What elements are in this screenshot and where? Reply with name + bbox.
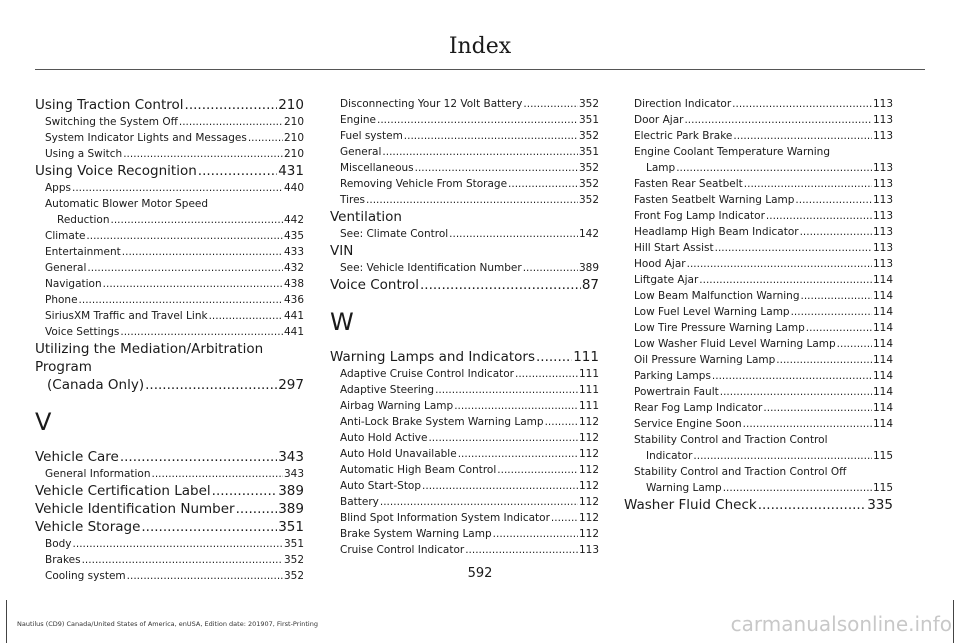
page-reference: 335 bbox=[867, 497, 893, 513]
page-reference: 111 bbox=[578, 368, 599, 380]
entry-label: Low Fuel Level Warning Lamp bbox=[634, 306, 790, 318]
entry-label: Battery bbox=[340, 496, 379, 508]
dot-leader bbox=[515, 366, 578, 382]
entry-label: Engine bbox=[340, 114, 376, 126]
page-reference: 113 bbox=[872, 178, 893, 190]
dot-leader bbox=[676, 160, 872, 176]
index-subentry bbox=[35, 196, 304, 228]
page-reference: 114 bbox=[872, 290, 893, 302]
entry-label: Miscellaneous bbox=[340, 162, 414, 174]
dot-leader bbox=[209, 308, 283, 324]
index-subentry bbox=[330, 112, 599, 128]
index-subentry bbox=[330, 414, 599, 430]
page-reference: 112 bbox=[578, 480, 599, 492]
entry-label: Electric Park Brake bbox=[634, 130, 733, 142]
dot-leader bbox=[120, 448, 277, 466]
page-reference: 113 bbox=[872, 258, 893, 270]
page-reference: 441 bbox=[283, 310, 304, 322]
dot-leader bbox=[145, 376, 277, 394]
page-reference: 389 bbox=[278, 501, 304, 517]
entry-label: General bbox=[340, 146, 382, 158]
page-reference: 87 bbox=[581, 277, 599, 293]
entry-label: Vehicle Certification Label bbox=[35, 483, 211, 499]
entry-label: Using Traction Control bbox=[35, 97, 184, 113]
dot-leader bbox=[428, 430, 578, 446]
page-reference: 438 bbox=[283, 278, 304, 290]
entry-label: Low Beam Malfunction Warning bbox=[634, 290, 800, 302]
page-reference: 112 bbox=[578, 528, 599, 540]
dot-leader bbox=[366, 192, 578, 208]
dot-leader bbox=[551, 510, 578, 526]
dot-leader bbox=[79, 292, 283, 308]
page-reference: 142 bbox=[578, 228, 599, 240]
dot-leader bbox=[73, 536, 283, 552]
index-subentry bbox=[624, 464, 893, 496]
dot-leader bbox=[380, 494, 578, 510]
dot-leader bbox=[236, 500, 278, 518]
dot-leader bbox=[763, 400, 872, 416]
entry-label: Cruise Control Indicator bbox=[340, 544, 465, 556]
entry-label: Utilizing the Mediation/Arbitration Program bbox=[35, 341, 264, 375]
dot-leader bbox=[152, 466, 283, 482]
entry-label-continued: Indicator bbox=[646, 450, 693, 462]
index-subentry bbox=[330, 160, 599, 176]
page-reference: 113 bbox=[872, 162, 893, 174]
page-reference: 112 bbox=[578, 496, 599, 508]
entry-label: Switching the System Off bbox=[45, 116, 178, 128]
page-reference: 112 bbox=[578, 512, 599, 524]
index-entry bbox=[35, 448, 304, 466]
dot-leader bbox=[795, 192, 872, 208]
entry-label: Vehicle Care bbox=[35, 449, 119, 465]
page-reference: 210 bbox=[283, 132, 304, 144]
index-subentry bbox=[35, 308, 304, 324]
header-divider bbox=[35, 69, 925, 70]
entry-label: Fasten Rear Seatbelt bbox=[634, 178, 743, 190]
dot-leader bbox=[684, 112, 872, 128]
dot-leader bbox=[120, 324, 283, 340]
entry-continuation bbox=[45, 212, 304, 228]
index-subentry bbox=[330, 478, 599, 494]
entry-label: Oil Pressure Warning Lamp bbox=[634, 354, 776, 366]
entry-label: Fuel system bbox=[340, 130, 403, 142]
entry-label: Stability Control and Traction Control Off bbox=[634, 466, 847, 478]
dot-leader bbox=[508, 176, 578, 192]
page-reference: 210 bbox=[278, 97, 304, 113]
index-entry bbox=[35, 518, 304, 536]
index-subentry bbox=[35, 260, 304, 276]
page-reference: 115 bbox=[872, 450, 893, 462]
dot-leader bbox=[687, 256, 872, 272]
page-reference: 352 bbox=[578, 130, 599, 142]
index-entry bbox=[624, 496, 893, 514]
dot-leader bbox=[141, 518, 277, 536]
dot-leader bbox=[435, 382, 578, 398]
index-entry bbox=[35, 482, 304, 500]
dot-leader bbox=[449, 226, 578, 242]
page-reference: 111 bbox=[578, 400, 599, 412]
page-reference: 112 bbox=[578, 416, 599, 428]
page-reference: 112 bbox=[578, 448, 599, 460]
entry-label: Service Engine Soon bbox=[634, 418, 742, 430]
entry-label: Disconnecting Your 12 Volt Battery bbox=[340, 98, 523, 110]
dot-leader bbox=[523, 260, 578, 276]
page-reference: 389 bbox=[278, 483, 304, 499]
entry-label: General Information bbox=[45, 468, 151, 480]
page-reference: 442 bbox=[283, 214, 304, 226]
entry-continuation bbox=[634, 448, 893, 464]
page-reference: 114 bbox=[872, 322, 893, 334]
entry-label: Adaptive Steering bbox=[340, 384, 435, 396]
index-entry bbox=[35, 96, 304, 114]
index-subentry bbox=[624, 240, 893, 256]
index-subentry bbox=[35, 276, 304, 292]
index-subentry bbox=[624, 144, 893, 176]
index-subentry bbox=[35, 146, 304, 162]
index-subentry bbox=[330, 96, 599, 112]
dot-leader bbox=[800, 224, 872, 240]
index-subentry bbox=[624, 208, 893, 224]
entry-label: Auto Start-Stop bbox=[340, 480, 422, 492]
dot-leader bbox=[776, 352, 872, 368]
entry-label: Tires bbox=[340, 194, 366, 206]
footer-crop-mark-left bbox=[6, 600, 7, 643]
index-subentry bbox=[330, 192, 599, 208]
dot-leader bbox=[185, 96, 278, 114]
index-subentry bbox=[35, 180, 304, 196]
page-number: 592 bbox=[467, 566, 493, 581]
entry-label: General bbox=[45, 262, 87, 274]
entry-label: Brake System Warning Lamp bbox=[340, 528, 492, 540]
page-reference: 352 bbox=[283, 570, 304, 582]
page-reference: 114 bbox=[872, 274, 893, 286]
page-reference: 351 bbox=[283, 538, 304, 550]
entry-label: Engine Coolant Temperature Warning bbox=[634, 146, 830, 158]
entry-label: Climate bbox=[45, 230, 86, 242]
index-subentry bbox=[35, 292, 304, 308]
entry-label: Washer Fluid Check bbox=[624, 497, 757, 513]
index-subentry bbox=[624, 288, 893, 304]
entry-label: Adaptive Cruise Control Indicator bbox=[340, 368, 514, 380]
entry-label: Fasten Seatbelt Warning Lamp bbox=[634, 194, 795, 206]
dot-leader bbox=[103, 276, 283, 292]
dot-leader bbox=[536, 348, 572, 366]
page-reference: 113 bbox=[872, 226, 893, 238]
dot-leader bbox=[122, 244, 283, 260]
entry-label: See: Climate Control bbox=[340, 228, 449, 240]
index-subentry bbox=[624, 128, 893, 144]
index-subentry bbox=[330, 382, 599, 398]
index-entry bbox=[330, 348, 599, 366]
index-subentry bbox=[624, 352, 893, 368]
index-entry bbox=[35, 340, 304, 394]
page-reference: 441 bbox=[283, 326, 304, 338]
entry-label-continued: Reduction bbox=[57, 214, 110, 226]
index-subentry bbox=[330, 366, 599, 382]
index-subentry bbox=[35, 130, 304, 146]
page-reference: 343 bbox=[283, 468, 304, 480]
entry-label: Auto Hold Active bbox=[340, 432, 428, 444]
page-reference: 114 bbox=[872, 402, 893, 414]
entry-continuation bbox=[35, 376, 304, 394]
page-reference: 440 bbox=[283, 182, 304, 194]
page-reference: 113 bbox=[578, 544, 599, 556]
entry-label: Brakes bbox=[45, 554, 81, 566]
dot-leader bbox=[415, 160, 578, 176]
entry-label: Low Washer Fluid Level Warning Lamp bbox=[634, 338, 836, 350]
index-subentry bbox=[624, 304, 893, 320]
dot-leader bbox=[382, 144, 578, 160]
entry-label: Front Fog Lamp Indicator bbox=[634, 210, 765, 222]
page-reference: 436 bbox=[283, 294, 304, 306]
entry-label: Phone bbox=[45, 294, 78, 306]
dot-leader bbox=[523, 96, 578, 112]
dot-leader bbox=[212, 482, 278, 500]
index-subentry bbox=[624, 336, 893, 352]
index-subentry bbox=[624, 192, 893, 208]
entry-label: Hill Start Assist bbox=[634, 242, 714, 254]
page-reference: 432 bbox=[283, 262, 304, 274]
page-reference: 112 bbox=[578, 464, 599, 476]
footer-edition-text: Nautilus (CD9) Canada/United States of America, enUSA, Edition date: 201907, First-Printing bbox=[17, 620, 318, 628]
index-subentry bbox=[624, 368, 893, 384]
index-subentry bbox=[624, 432, 893, 464]
page-reference: 435 bbox=[283, 230, 304, 242]
index-subentry bbox=[624, 224, 893, 240]
index-subentry bbox=[624, 320, 893, 336]
index-subentry bbox=[330, 430, 599, 446]
entry-label: Rear Fog Lamp Indicator bbox=[634, 402, 763, 414]
entry-label: Blind Spot Information System Indicator bbox=[340, 512, 550, 524]
page-reference: 113 bbox=[872, 210, 893, 222]
index-subentry bbox=[330, 144, 599, 160]
index-heading: VIN bbox=[330, 243, 354, 259]
page-reference: 352 bbox=[578, 178, 599, 190]
dot-leader bbox=[465, 542, 578, 558]
page-reference: 351 bbox=[278, 519, 304, 535]
index-subentry bbox=[330, 260, 599, 276]
entry-label: Low Tire Pressure Warning Lamp bbox=[634, 322, 805, 334]
dot-leader bbox=[458, 446, 578, 462]
page-reference: 112 bbox=[578, 432, 599, 444]
index-subentry bbox=[330, 128, 599, 144]
index-subentry bbox=[330, 176, 599, 192]
index-subentry bbox=[35, 324, 304, 340]
page-reference: 113 bbox=[872, 114, 893, 126]
index-subentry bbox=[330, 494, 599, 510]
entry-label: Door Ajar bbox=[634, 114, 684, 126]
index-subentry bbox=[624, 96, 893, 112]
page-reference: 433 bbox=[283, 246, 304, 258]
dot-leader bbox=[497, 462, 578, 478]
dot-leader bbox=[454, 398, 578, 414]
page-reference: 431 bbox=[278, 163, 304, 179]
dot-leader bbox=[86, 228, 283, 244]
entry-label: Headlamp High Beam Indicator bbox=[634, 226, 799, 238]
entry-label: See: Vehicle Identification Number bbox=[340, 262, 522, 274]
dot-leader bbox=[198, 162, 277, 180]
page-reference: 389 bbox=[578, 262, 599, 274]
entry-label: Body bbox=[45, 538, 72, 550]
index-subentry bbox=[624, 400, 893, 416]
index-subentry bbox=[624, 256, 893, 272]
index-subentry bbox=[35, 228, 304, 244]
dot-leader bbox=[693, 448, 872, 464]
section-letter: W bbox=[330, 308, 354, 336]
dot-leader bbox=[801, 288, 872, 304]
dot-leader bbox=[743, 416, 872, 432]
entry-label: Navigation bbox=[45, 278, 102, 290]
index-entry bbox=[35, 500, 304, 518]
index-subentry bbox=[35, 536, 304, 552]
entry-label: Vehicle Identification Number bbox=[35, 501, 235, 517]
page-reference: 351 bbox=[578, 146, 599, 158]
page-reference: 297 bbox=[278, 377, 304, 393]
index-subentry bbox=[330, 526, 599, 542]
page-reference: 352 bbox=[578, 162, 599, 174]
dot-leader bbox=[766, 208, 872, 224]
dot-leader bbox=[806, 320, 872, 336]
index-subentry bbox=[35, 466, 304, 482]
index-subentry bbox=[35, 244, 304, 260]
page-reference: 352 bbox=[578, 194, 599, 206]
section-letter: V bbox=[35, 408, 52, 436]
entry-label: Apps bbox=[45, 182, 71, 194]
page-reference: 351 bbox=[578, 114, 599, 126]
dot-leader bbox=[248, 130, 283, 146]
page-reference: 113 bbox=[872, 242, 893, 254]
dot-leader bbox=[732, 96, 872, 112]
entry-label: Voice Settings bbox=[45, 326, 120, 338]
entry-label: Hood Ajar bbox=[634, 258, 686, 270]
page-reference: 111 bbox=[573, 349, 599, 365]
page-title: Index bbox=[448, 34, 512, 59]
entry-label: Auto Hold Unavailable bbox=[340, 448, 457, 460]
entry-continuation bbox=[634, 480, 893, 496]
index-subentry bbox=[35, 114, 304, 130]
dot-leader bbox=[87, 260, 283, 276]
entry-label: System Indicator Lights and Messages bbox=[45, 132, 247, 144]
dot-leader bbox=[720, 384, 872, 400]
page-reference: 352 bbox=[283, 554, 304, 566]
page-reference: 114 bbox=[872, 418, 893, 430]
dot-leader bbox=[493, 526, 578, 542]
index-subentry bbox=[624, 112, 893, 128]
index-subentry bbox=[330, 226, 599, 242]
entry-label: Powertrain Fault bbox=[634, 386, 719, 398]
page-reference: 343 bbox=[278, 449, 304, 465]
entry-label: Direction Indicator bbox=[634, 98, 732, 110]
entry-label: Parking Lamps bbox=[634, 370, 711, 382]
entry-label: Stability Control and Traction Control bbox=[634, 434, 828, 446]
dot-leader bbox=[404, 128, 578, 144]
dot-leader bbox=[712, 368, 872, 384]
dot-leader bbox=[733, 128, 872, 144]
index-column-3 bbox=[624, 96, 893, 514]
page-reference: 114 bbox=[872, 370, 893, 382]
page-reference: 113 bbox=[872, 130, 893, 142]
dot-leader bbox=[420, 276, 581, 294]
entry-label: Cooling system bbox=[45, 570, 126, 582]
entry-label: Automatic High Beam Control bbox=[340, 464, 497, 476]
index-column-1 bbox=[35, 96, 304, 584]
entry-label: Vehicle Storage bbox=[35, 519, 141, 535]
page-reference: 210 bbox=[283, 148, 304, 160]
dot-leader bbox=[545, 414, 578, 430]
entry-label: Entertainment bbox=[45, 246, 121, 258]
entry-label: Airbag Warning Lamp bbox=[340, 400, 454, 412]
entry-label-continued: Lamp bbox=[646, 162, 676, 174]
entry-label: SiriusXM Traffic and Travel Link bbox=[45, 310, 208, 322]
dot-leader bbox=[744, 176, 872, 192]
page-reference: 114 bbox=[872, 338, 893, 350]
dot-leader bbox=[699, 272, 872, 288]
page-reference: 114 bbox=[872, 354, 893, 366]
entry-label: Anti-Lock Brake System Warning Lamp bbox=[340, 416, 544, 428]
index-subentry bbox=[624, 384, 893, 400]
page-reference: 113 bbox=[872, 194, 893, 206]
index-subentry bbox=[330, 542, 599, 558]
index-subentry bbox=[330, 462, 599, 478]
entry-label: Using a Switch bbox=[45, 148, 123, 160]
index-heading: Ventilation bbox=[330, 209, 402, 225]
dot-leader bbox=[179, 114, 283, 130]
index-subentry bbox=[330, 446, 599, 462]
footer-crop-mark-right bbox=[953, 600, 954, 643]
index-subentry bbox=[624, 416, 893, 432]
dot-leader bbox=[758, 496, 867, 514]
dot-leader bbox=[422, 478, 578, 494]
page-reference: 115 bbox=[872, 482, 893, 494]
dot-leader bbox=[377, 112, 578, 128]
page-reference: 114 bbox=[872, 386, 893, 398]
index-subentry bbox=[624, 176, 893, 192]
dot-leader bbox=[111, 212, 283, 228]
index-subentry bbox=[624, 272, 893, 288]
dot-leader bbox=[72, 180, 283, 196]
index-column-2 bbox=[330, 96, 599, 558]
index-entry bbox=[35, 162, 304, 180]
entry-label: Removing Vehicle From Storage bbox=[340, 178, 508, 190]
index-entry bbox=[330, 276, 599, 294]
dot-leader bbox=[715, 240, 872, 256]
index-subentry bbox=[330, 510, 599, 526]
page-reference: 111 bbox=[578, 384, 599, 396]
index-subentry bbox=[330, 398, 599, 414]
entry-label: Liftgate Ajar bbox=[634, 274, 699, 286]
page-reference: 113 bbox=[872, 98, 893, 110]
dot-leader bbox=[123, 146, 283, 162]
entry-continuation bbox=[634, 160, 893, 176]
dot-leader bbox=[723, 480, 872, 496]
page-reference: 114 bbox=[872, 306, 893, 318]
page-reference: 210 bbox=[283, 116, 304, 128]
entry-label: Automatic Blower Motor Speed bbox=[45, 198, 209, 210]
entry-label: Voice Control bbox=[330, 277, 420, 293]
watermark: carmanualsonline.info bbox=[730, 612, 952, 636]
entry-label-continued: Warning Lamp bbox=[646, 482, 722, 494]
entry-label: Using Voice Recognition bbox=[35, 163, 197, 179]
page-reference: 352 bbox=[578, 98, 599, 110]
entry-label: Warning Lamps and Indicators bbox=[330, 349, 536, 365]
dot-leader bbox=[837, 336, 872, 352]
dot-leader bbox=[791, 304, 872, 320]
entry-label-continued: (Canada Only) bbox=[47, 377, 145, 393]
